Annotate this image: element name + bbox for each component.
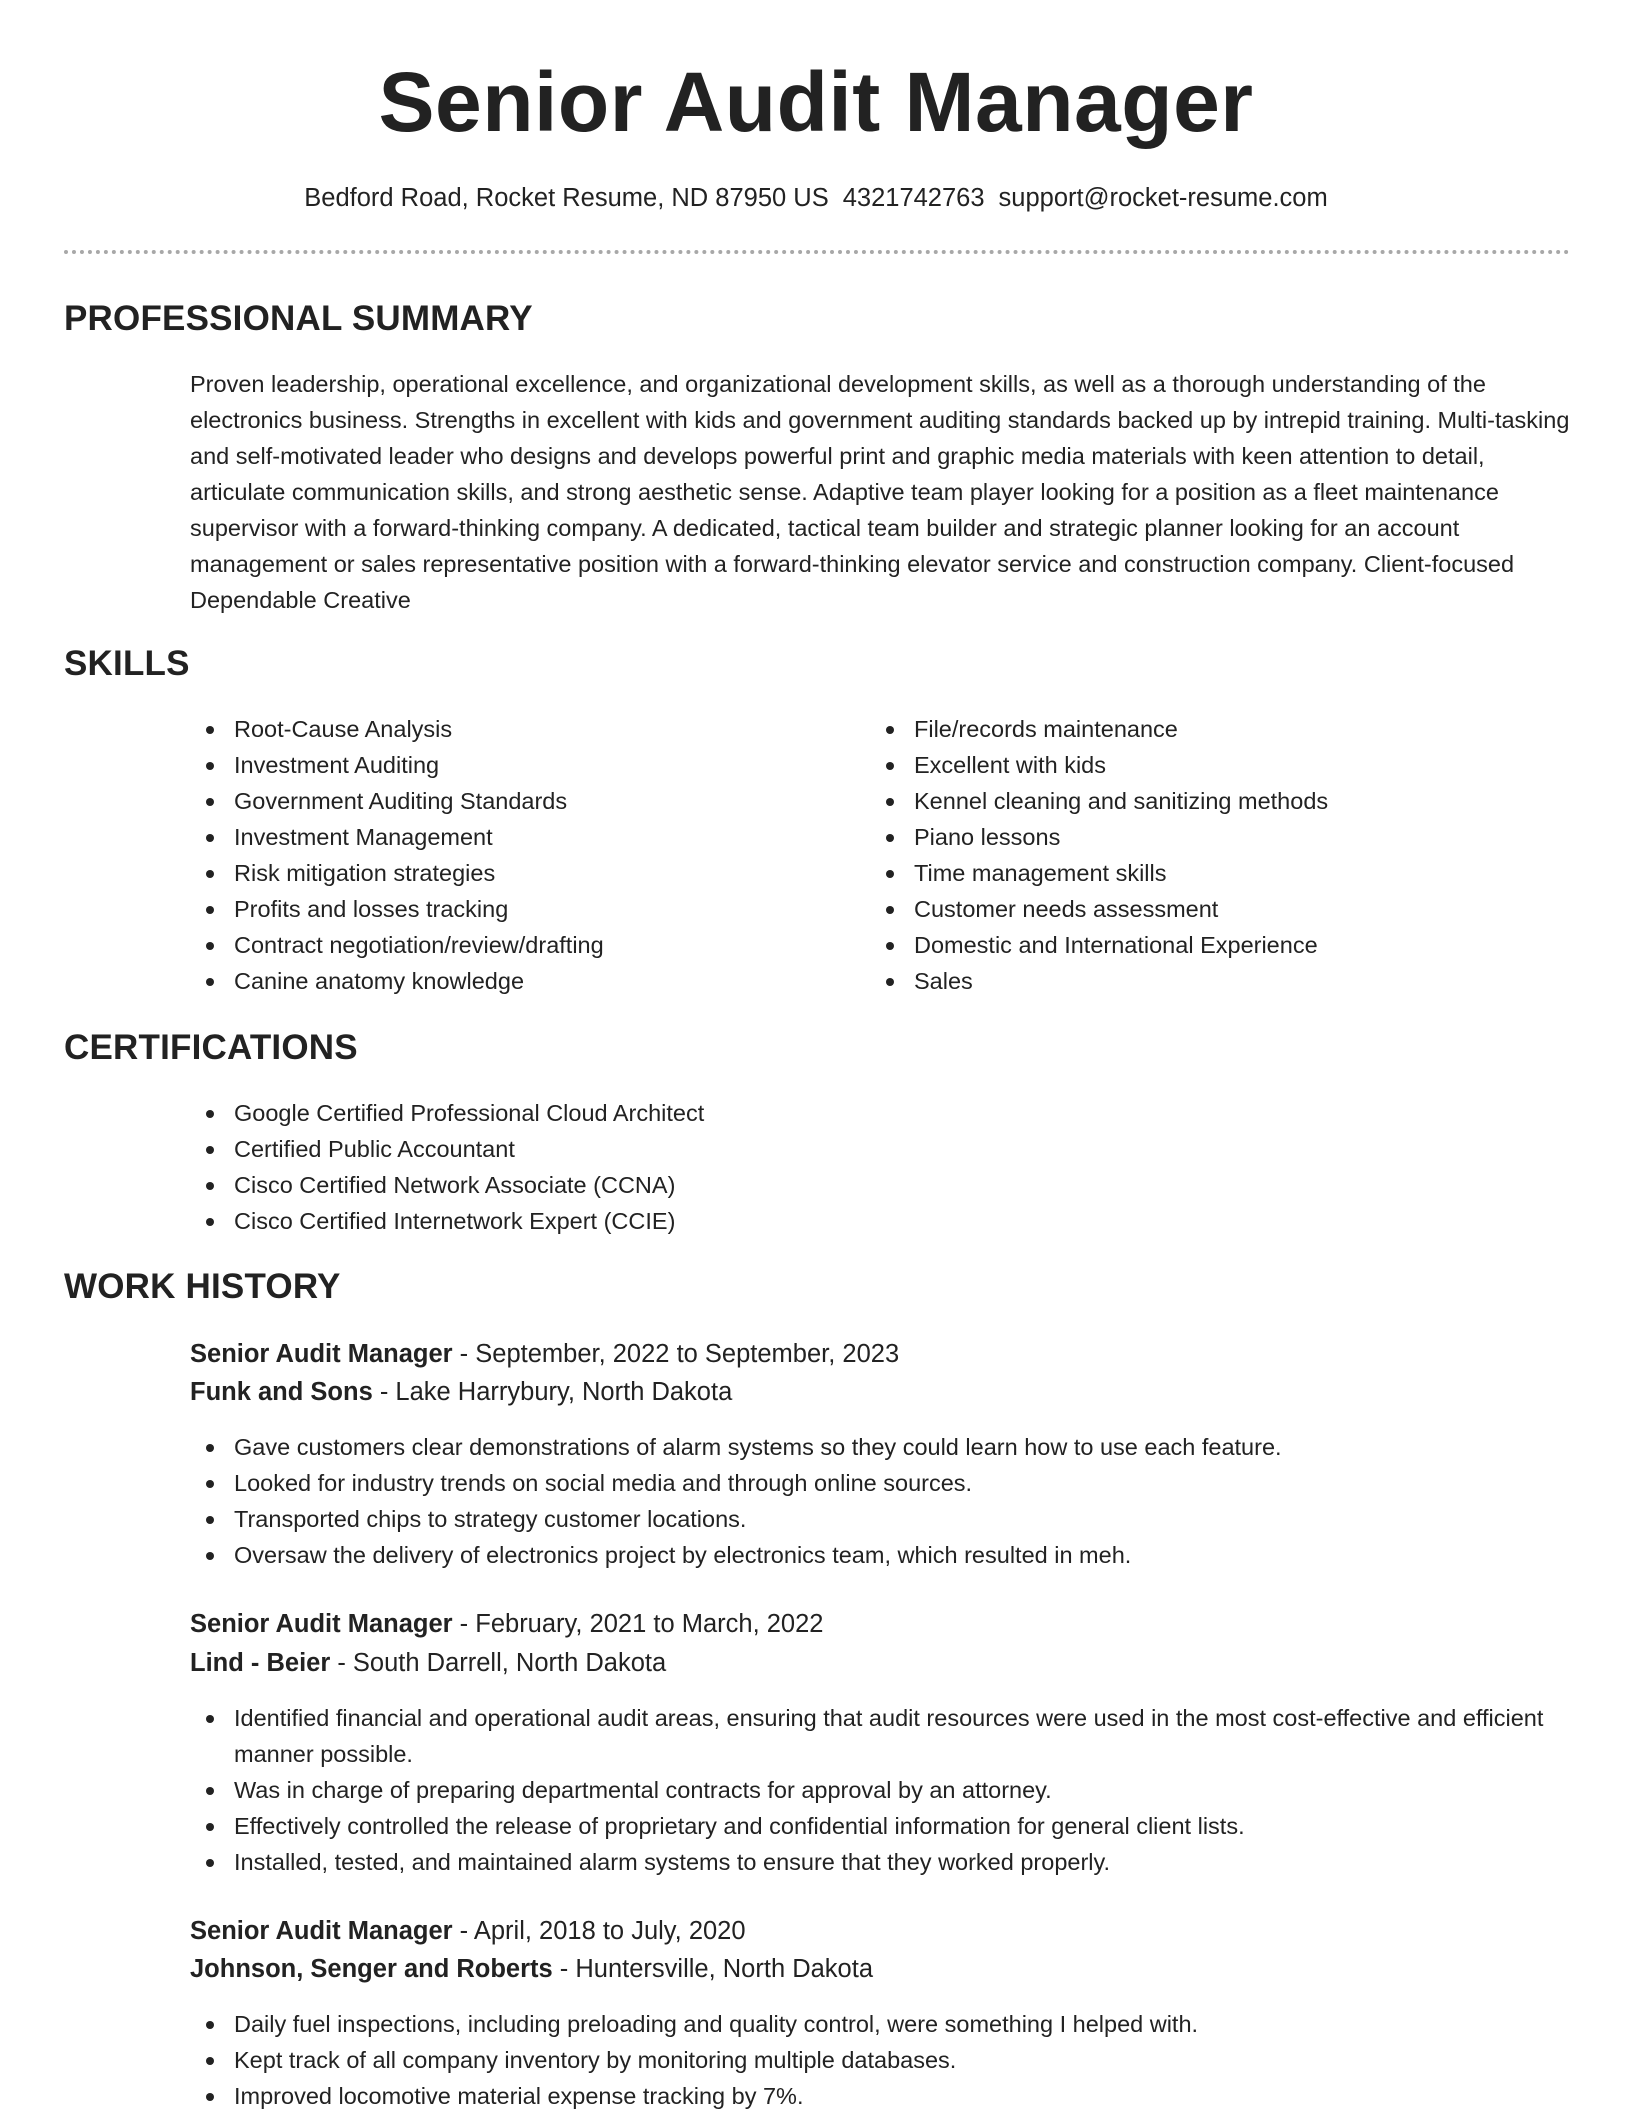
skill-item: Root-Cause Analysis — [190, 711, 830, 747]
job-company: Funk and Sons — [190, 1378, 373, 1406]
job-bullet: Transported chips to strategy customer locations. — [190, 1501, 1570, 1537]
job-location: - Lake Harrybury, North Dakota — [372, 1378, 733, 1406]
job-title-line — [190, 1605, 1570, 1643]
job-bullet: Effectively controlled the release of proprietary and confidential information for general client lists. — [190, 1808, 1570, 1844]
job-title: Senior Audit Manager — [190, 1917, 453, 1945]
skill-item: Sales — [870, 963, 1570, 999]
skill-item: Contract negotiation/review/drafting — [190, 927, 830, 963]
job-title: Senior Audit Manager — [190, 1340, 453, 1368]
skill-item: Time management skills — [870, 855, 1570, 891]
certifications-heading: CERTIFICATIONS — [64, 1028, 358, 1067]
job-bullet: Installed, tested, and maintained alarm systems to ensure that they worked properly. — [190, 1844, 1570, 1880]
work-history-heading: WORK HISTORY — [64, 1267, 341, 1306]
skill-item: Risk mitigation strategies — [190, 855, 830, 891]
skill-item: Excellent with kids — [870, 747, 1570, 783]
certification-item: Certified Public Accountant — [190, 1131, 1570, 1167]
header-divider — [64, 250, 1570, 254]
job-company-line — [190, 1373, 1570, 1411]
job-bullet: Daily fuel inspections, including preloading and quality control, were something I helped with. — [190, 2006, 1570, 2042]
job-bullet: Identified financial and operational audit areas, ensuring that audit resources were used in the most cost-effective and efficient manner possible. — [190, 1700, 1570, 1772]
skills-list-right — [870, 711, 1570, 999]
skill-item: Profits and losses tracking — [190, 891, 830, 927]
job-location: - South Darrell, North Dakota — [330, 1649, 667, 1677]
skill-item: Canine anatomy knowledge — [190, 963, 830, 999]
job-title-line — [190, 1912, 1570, 1950]
certification-item: Cisco Certified Internetwork Expert (CCIE) — [190, 1203, 1570, 1239]
skills-heading: SKILLS — [64, 644, 190, 683]
summary-text: Proven leadership, operational excellence, and organizational development skills, as well as a thorough understanding of the electronics business. Strengths in excellent with kids and government auditing standards backed up by intrepid training. Multi-tasking and self-motivated leader who designs and develops powerful print and graphic media materials with keen attention to detail, articulate communication skills, and strong aesthetic sense. Adaptive team player looking for a position as a fleet maintenance supervisor with a forward-thinking company. A dedicated, tactical team builder and strategic planner looking for an account management or sales representative position with a forward-thinking elevator service and construction company. Client-focused Dependable Creative — [190, 371, 1570, 613]
skill-item: Piano lessons — [870, 819, 1570, 855]
job-bullet: Looked for industry trends on social media and through online sources. — [190, 1465, 1570, 1501]
job-bullet: Gave customers clear demonstrations of alarm systems so they could learn how to use each feature. — [190, 1429, 1570, 1465]
skill-item: Government Auditing Standards — [190, 783, 830, 819]
job-bullets — [190, 2006, 1570, 2112]
job-bullets — [190, 1429, 1570, 1573]
contact-line — [0, 180, 1632, 216]
job-dates: - April, 2018 to July, 2020 — [452, 1917, 746, 1945]
certifications-list — [190, 1095, 1570, 1239]
job-bullets — [190, 1700, 1570, 1880]
job-dates: - September, 2022 to September, 2023 — [452, 1340, 900, 1368]
job-bullet: Kept track of all company inventory by monitoring multiple databases. — [190, 2042, 1570, 2078]
skill-item: Investment Management — [190, 819, 830, 855]
job-title: Senior Audit Manager — [190, 1610, 453, 1638]
job-dates: - February, 2021 to March, 2022 — [452, 1610, 824, 1638]
job-company-line — [190, 1644, 1570, 1682]
job-bullet: Oversaw the delivery of electronics project by electronics team, which resulted in meh. — [190, 1537, 1570, 1573]
contact-email[interactable]: support@rocket-resume.com — [998, 184, 1328, 212]
skill-item: Domestic and International Experience — [870, 927, 1570, 963]
skill-item: Investment Auditing — [190, 747, 830, 783]
job-company: Lind - Beier — [190, 1649, 331, 1677]
contact-phone: 4321742763 — [842, 184, 985, 212]
job-location: - Huntersville, North Dakota — [552, 1955, 874, 1983]
contact-address: Bedford Road, Rocket Resume, ND 87950 US — [304, 184, 829, 212]
resume-title: Senior Audit Manager — [378, 55, 1254, 149]
job-bullet: Was in charge of preparing departmental contracts for approval by an attorney. — [190, 1772, 1570, 1808]
job-title-line — [190, 1335, 1570, 1373]
skill-item: Customer needs assessment — [870, 891, 1570, 927]
job-company: Johnson, Senger and Roberts — [190, 1955, 553, 1983]
skills-list-left — [190, 711, 830, 999]
job-bullet: Improved locomotive material expense tracking by 7%. — [190, 2078, 1570, 2112]
certification-item: Cisco Certified Network Associate (CCNA) — [190, 1167, 1570, 1203]
skill-item: Kennel cleaning and sanitizing methods — [870, 783, 1570, 819]
job-company-line — [190, 1950, 1570, 1988]
skill-item: File/records maintenance — [870, 711, 1570, 747]
summary-heading: PROFESSIONAL SUMMARY — [64, 299, 533, 338]
certification-item: Google Certified Professional Cloud Architect — [190, 1095, 1570, 1131]
